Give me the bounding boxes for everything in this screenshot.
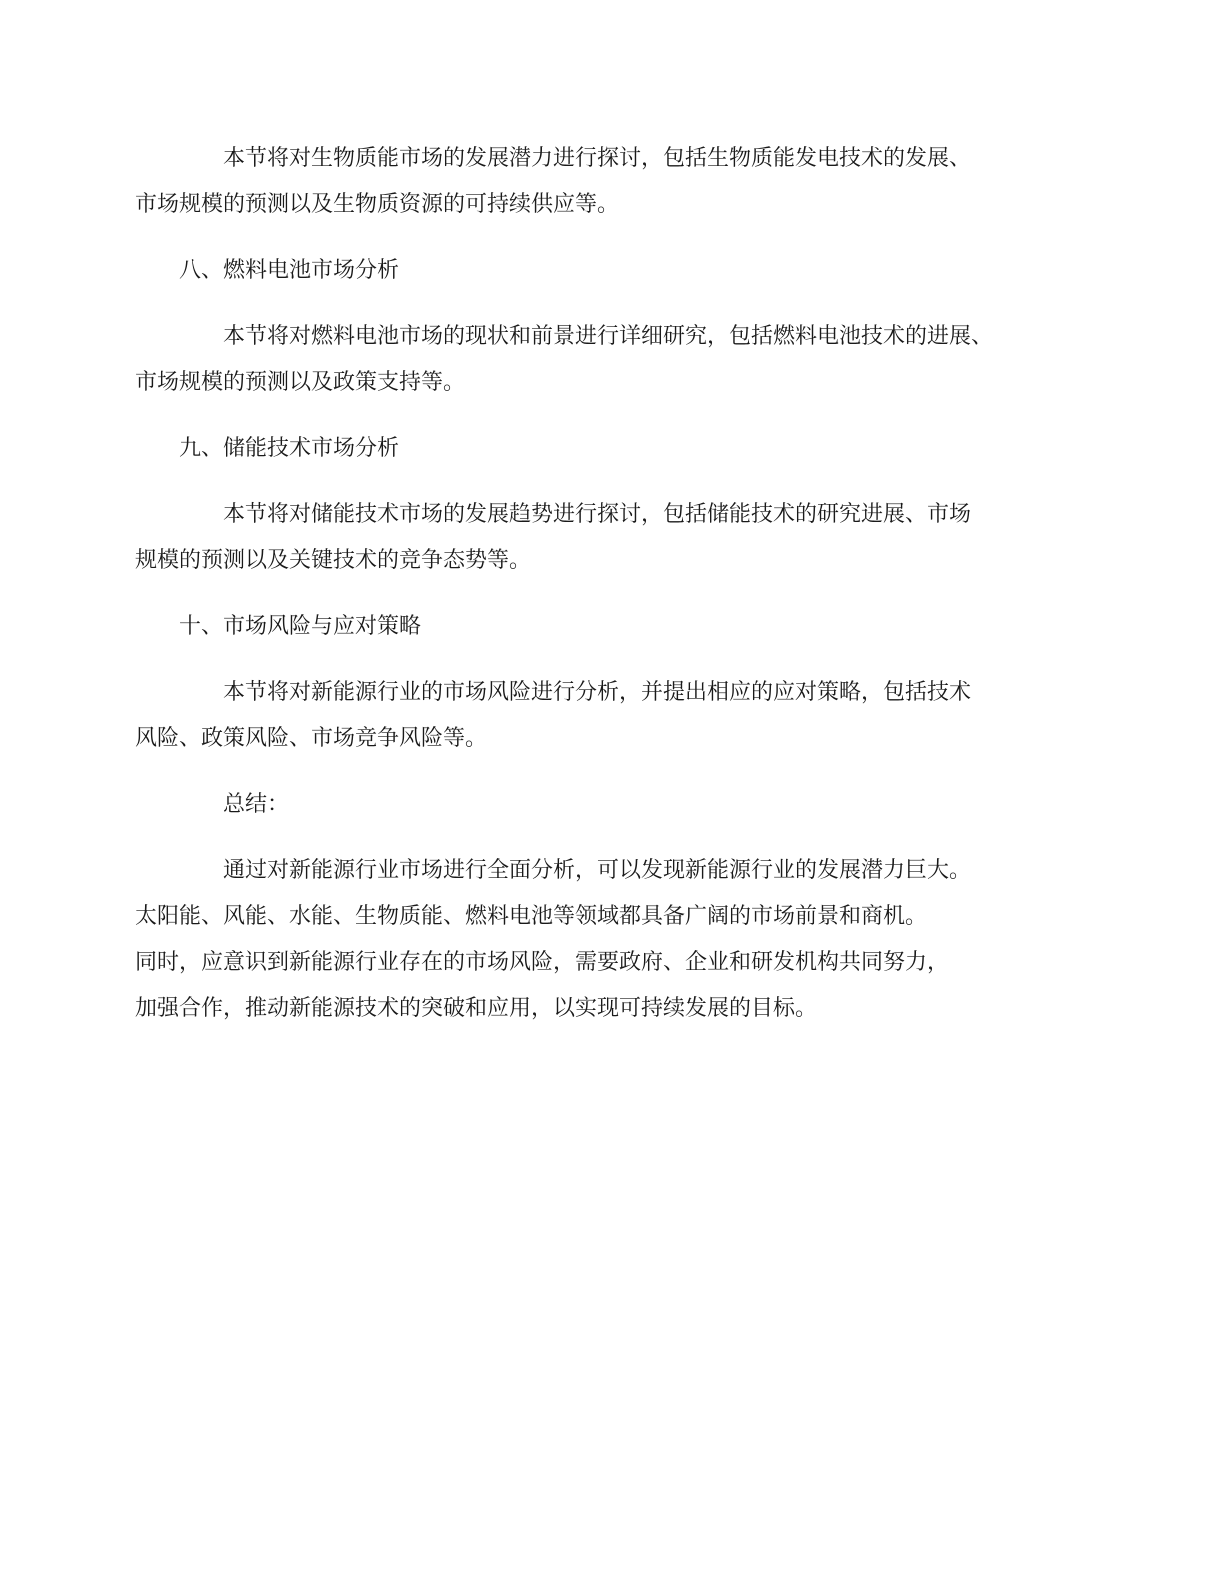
text-line: 本节将对储能技术市场的发展趋势进行探讨，包括储能技术的研究进展、市场: [223, 502, 972, 527]
document-body: [135, 136, 1059, 1052]
paragraph-energy-storage: [135, 492, 1059, 584]
paragraph-fuel-cell: [135, 314, 1059, 406]
text-line: 太阳能、风能、水能、生物质能、燃料电池等领域都具备广阔的市场前景和商机。: [135, 904, 928, 929]
text-line: 通过对新能源行业市场进行全面分析，可以发现新能源行业的发展潜力巨大。: [223, 858, 972, 883]
text-line: 本节将对新能源行业的市场风险进行分析，并提出相应的应对策略，包括技术: [223, 680, 972, 705]
section-heading-market-risk: 十、市场风险与应对策略: [179, 614, 422, 639]
text-line: 市场规模的预测以及政策支持等。: [135, 370, 466, 395]
paragraph-biomass: [135, 136, 1059, 228]
text-line: 同时，应意识到新能源行业存在的市场风险，需要政府、企业和研发机构共同努力，: [135, 950, 950, 975]
paragraph-summary: [135, 848, 1059, 1032]
paragraph-market-risk: [135, 670, 1059, 762]
text-line: 市场规模的预测以及生物质资源的可持续供应等。: [135, 192, 620, 217]
summary-label: 总结：: [223, 792, 290, 817]
text-line: 风险、政策风险、市场竞争风险等。: [135, 726, 488, 751]
text-line: 本节将对生物质能市场的发展潜力进行探讨，包括生物质能发电技术的发展、: [223, 146, 972, 171]
text-line: 规模的预测以及关键技术的竞争态势等。: [135, 548, 532, 573]
section-heading-fuel-cell: 八、燃料电池市场分析: [179, 258, 400, 283]
text-line: 本节将对燃料电池市场的现状和前景进行详细研究，包括燃料电池技术的进展、: [223, 324, 994, 349]
text-line: 加强合作，推动新能源技术的突破和应用，以实现可持续发展的目标。: [135, 996, 818, 1021]
section-heading-energy-storage: 九、储能技术市场分析: [179, 436, 400, 461]
